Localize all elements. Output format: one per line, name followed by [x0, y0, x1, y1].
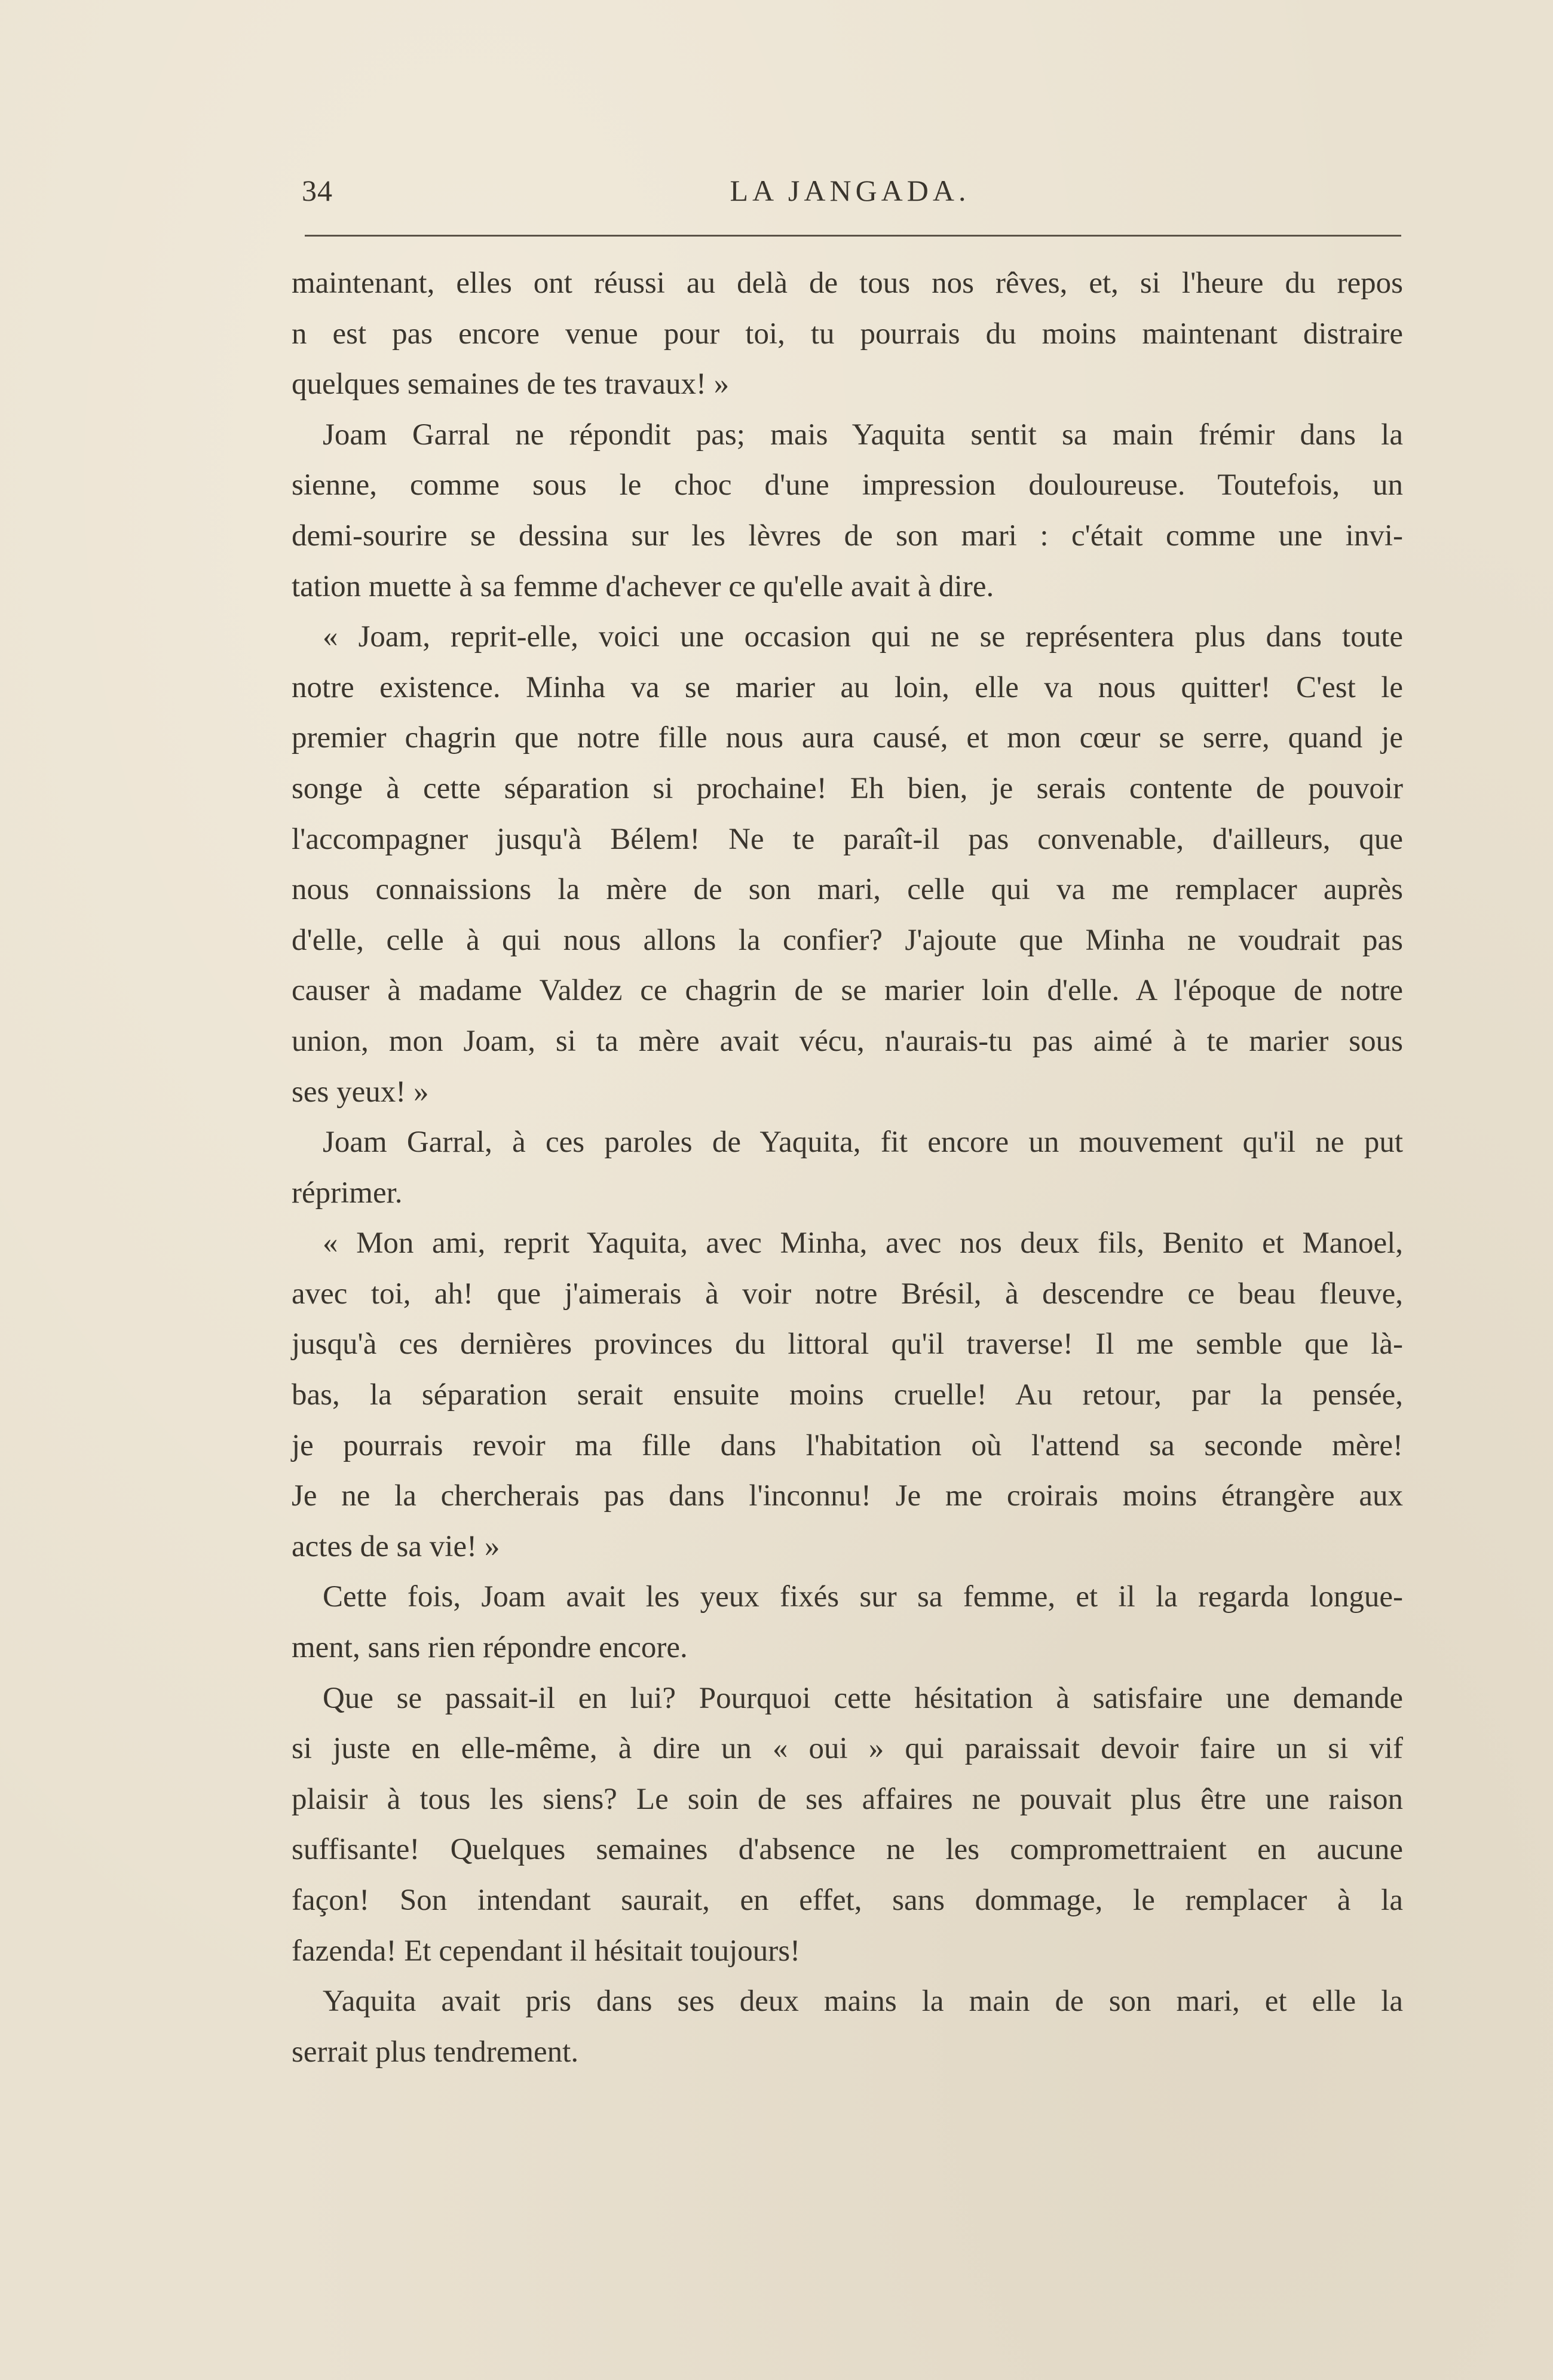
text-line: quelques semaines de tes travaux! »: [292, 367, 730, 401]
text-line: avec toi, ah! que j'aimerais à voir notre Brésil, à descendre ce beau fleuve,: [292, 1277, 1403, 1311]
text-line: suffisante! Quelques semaines d'absence ne les compromettraient en aucune: [292, 1833, 1403, 1867]
text-line: bas, la séparation serait ensuite moins cruelle! Au retour, par la pensée,: [292, 1378, 1403, 1412]
running-title: LA JANGADA.: [730, 174, 970, 207]
text-line: Joam Garral ne répondit pas; mais Yaquita sentit sa main frémir dans la: [323, 418, 1403, 452]
text-line: n est pas encore venue pour toi, tu pourrais du moins maintenant distraire: [292, 317, 1403, 351]
text-line: songe à cette séparation si prochaine! Eh bien, je serais contente de pouvoir: [292, 771, 1403, 805]
text-line: Je ne la chercherais pas dans l'inconnu! Je me croirais moins étrangère aux: [292, 1479, 1403, 1513]
text-line: jusqu'à ces dernières provinces du littoral qu'il traverse! Il me semble que là-: [292, 1327, 1403, 1361]
text-line: ses yeux! »: [292, 1075, 429, 1109]
text-line: « Mon ami, reprit Yaquita, avec Minha, avec nos deux fils, Benito et Manoel,: [323, 1226, 1403, 1260]
text-line: façon! Son intendant saurait, en effet, sans dommage, le remplacer à la: [292, 1884, 1403, 1917]
text-line: serrait plus tendrement.: [292, 2035, 579, 2069]
text-line: réprimer.: [292, 1176, 403, 1210]
text-line: causer à madame Valdez ce chagrin de se marier loin d'elle. A l'époque de notre: [292, 974, 1403, 1008]
text-line: plaisir à tous les siens? Le soin de ses affaires ne pouvait plus être une raison: [292, 1782, 1403, 1816]
text-line: tation muette à sa femme d'achever ce qu'elle avait à dire.: [292, 569, 994, 603]
header-rule: [305, 235, 1401, 237]
text-line: union, mon Joam, si ta mère avait vécu, n'aurais-tu pas aimé à te marier sous: [292, 1024, 1403, 1058]
text-line: fazenda! Et cependant il hésitait toujours!: [292, 1934, 801, 1968]
text-line: Yaquita avait pris dans ses deux mains la main de son mari, et elle la: [323, 1985, 1403, 2019]
text-line: je pourrais revoir ma fille dans l'habitation où l'attend sa seconde mère!: [292, 1428, 1403, 1462]
text-line: Joam Garral, à ces paroles de Yaquita, fit encore un mouvement qu'il ne put: [323, 1125, 1403, 1160]
text-line: notre existence. Minha va se marier au loin, elle va nous quitter! C'est le: [292, 670, 1403, 704]
text-line: premier chagrin que notre fille nous aura causé, et mon cœur se serre, quand je: [292, 721, 1403, 755]
text-line: maintenant, elles ont réussi au delà de tous nos rêves, et, si l'heure du repos: [292, 266, 1403, 300]
text-line: Que se passait-il en lui? Pourquoi cette hésitation à satisfaire une demande: [323, 1681, 1403, 1715]
text-line: l'accompagner jusqu'à Bélem! Ne te paraît-il pas convenable, d'ailleurs, que: [292, 822, 1403, 856]
page-header: [302, 173, 1398, 215]
text-line: Cette fois, Joam avait les yeux fixés sur sa femme, et il la regarda longue-: [323, 1580, 1403, 1614]
text-line: d'elle, celle à qui nous allons la confier? J'ajoute que Minha ne voudrait pas: [292, 923, 1403, 957]
text-line: ment, sans rien répondre encore.: [292, 1631, 688, 1665]
text-line: « Joam, reprit-elle, voici une occasion qui ne se représentera plus dans toute: [323, 620, 1403, 654]
text-line: nous connaissions la mère de son mari, celle qui va me remplacer auprès: [292, 873, 1403, 907]
page-number: 34: [302, 174, 333, 207]
text-line: demi-sourire se dessina sur les lèvres de son mari : c'était comme une invi-: [292, 519, 1403, 553]
text-line: sienne, comme sous le choc d'une impression douloureuse. Toutefois, un: [292, 468, 1403, 502]
text-line: si juste en elle-même, à dire un « oui » qui paraissait devoir faire un si vif: [292, 1732, 1403, 1766]
body-text: [292, 258, 1403, 2077]
text-line: actes de sa vie! »: [292, 1529, 500, 1563]
